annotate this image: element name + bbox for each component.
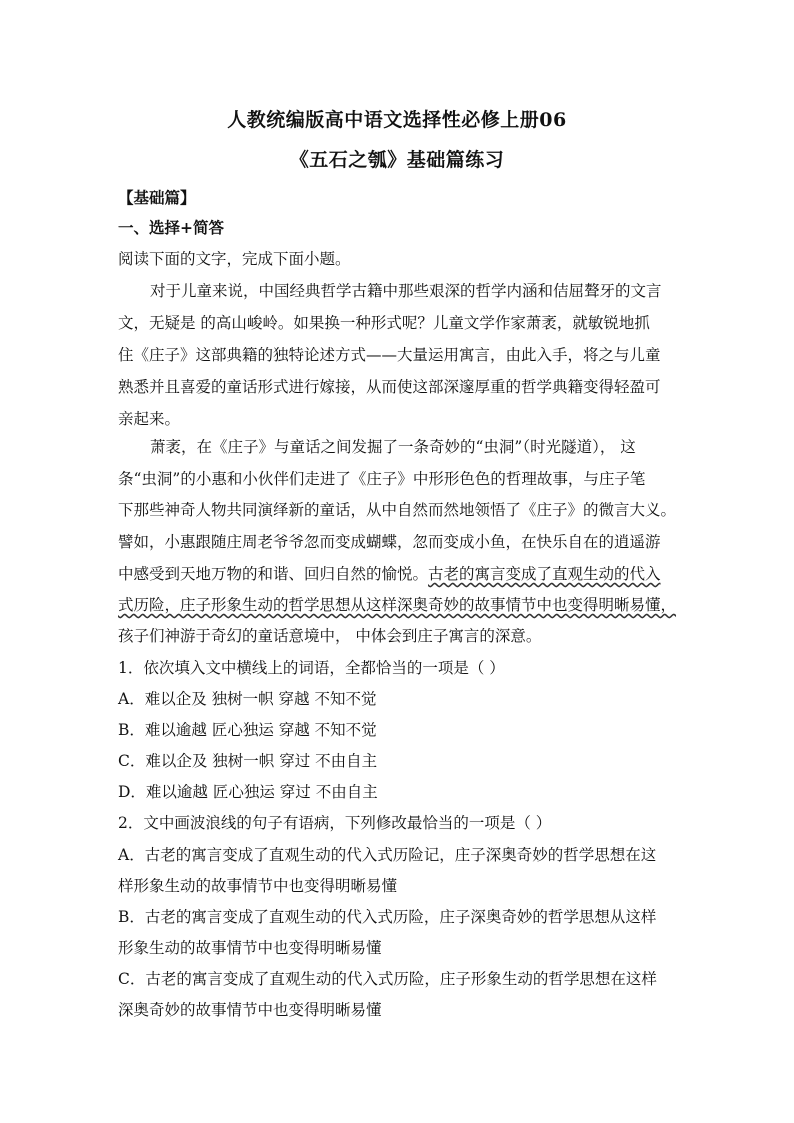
- passage-line: 住《庄子》这部典籍的独特论述方式——大量运用寓言，由此入手，将之与儿童: [118, 346, 661, 364]
- passage-line: 熟悉并且喜爱的童话形式进行嫁接，从而使这部深邃厚重的哲学典籍变得轻盈可: [118, 378, 661, 396]
- q1-option-a: A．难以企及 独树一帜 穿越 不知不觉: [118, 690, 377, 708]
- passage-line: 譬如，小惠跟随庄周老爷爷忽而变成蝴蝶，忽而变成小鱼，在快乐自在的逍遥游: [118, 533, 661, 551]
- q2-option-b: B．古老的寓言变成了直观生动的代入式历险，庄子深奥奇妙的哲学思想从这样: [118, 908, 657, 926]
- wavy-underlined-sentence: 古老的寓言变成了直观生动的代入: [428, 565, 661, 583]
- passage-line: 对于儿童来说，中国经典哲学古籍中那些艰深的哲学内涵和佶屈聱牙的文言: [150, 282, 662, 300]
- q1-option-c: C．难以企及 独树一帜 穿过 不由自主: [118, 752, 378, 770]
- passage-line: 萧袤，在《庄子》与童话之间发掘了一条奇妙的“虫洞”（时光隧道）， 这: [150, 438, 636, 456]
- passage-line: 亲起来。: [118, 410, 181, 428]
- q2-option-a-cont: 样形象生动的故事情节中也变得明晰易懂: [118, 877, 398, 895]
- section-heading: 【基础篇】: [118, 188, 196, 207]
- document-subtitle: 《五石之瓠》基础篇练习: [289, 149, 505, 171]
- q2-option-c-cont: 深奥奇妙的故事情节中也变得明晰易懂: [118, 1001, 382, 1019]
- q2-option-c: C．古老的寓言变成了直观生动的代入式历险，庄子形象生动的哲学思想在这样: [118, 970, 657, 988]
- q2-option-a: A．古老的寓言变成了直观生动的代入式历险记，庄子深奥奇妙的哲学思想在这: [118, 846, 657, 864]
- instruction-text: 阅读下面的文字，完成下面小题。: [118, 250, 351, 268]
- passage-text: 中感受到天地万物的和谐、回归自然的愉悦。: [118, 565, 429, 583]
- question-2-stem: 2．文中画波浪线的句子有语病，下列修改最恰当的一项是（ ）: [118, 814, 552, 832]
- subsection-heading: 一、选择+简答: [118, 218, 224, 237]
- passage-line: 孩子们神游于奇幻的童话意境中， 中体会到庄子寓言的深意。: [118, 627, 542, 645]
- q2-option-b-cont: 形象生动的故事情节中也变得明晰易懂: [118, 939, 382, 957]
- q1-option-d: D．难以逾越 匠心独运 穿过 不由自主: [118, 783, 378, 801]
- question-1-stem: 1．依次填入文中横线上的词语，全都恰当的一项是（ ）: [118, 659, 505, 677]
- wavy-underlined-sentence: 式历险，庄子形象生动的哲学思想从这样深奥奇妙的故事情节中也变得明晰易懂，: [118, 596, 677, 614]
- passage-line: [118, 562, 661, 584]
- document-title: 人教统编版高中语文选择性必修上册06: [227, 109, 567, 131]
- q1-option-b: B．难以逾越 匠心独运 穿越 不知不觉: [118, 721, 377, 739]
- passage-line: 文，无疑是 的高山峻岭。如果换一种形式呢？儿童文学作家萧袤，就敏锐地抓: [118, 314, 650, 332]
- passage-line: 条“虫洞”的小惠和小伙伴们走进了《庄子》中形形色色的哲理故事，与庄子笔: [118, 470, 646, 488]
- passage-line: 下那些神奇人物共同演绎新的童话，从中自然而然地领悟了《庄子》的微言大义。: [118, 501, 677, 519]
